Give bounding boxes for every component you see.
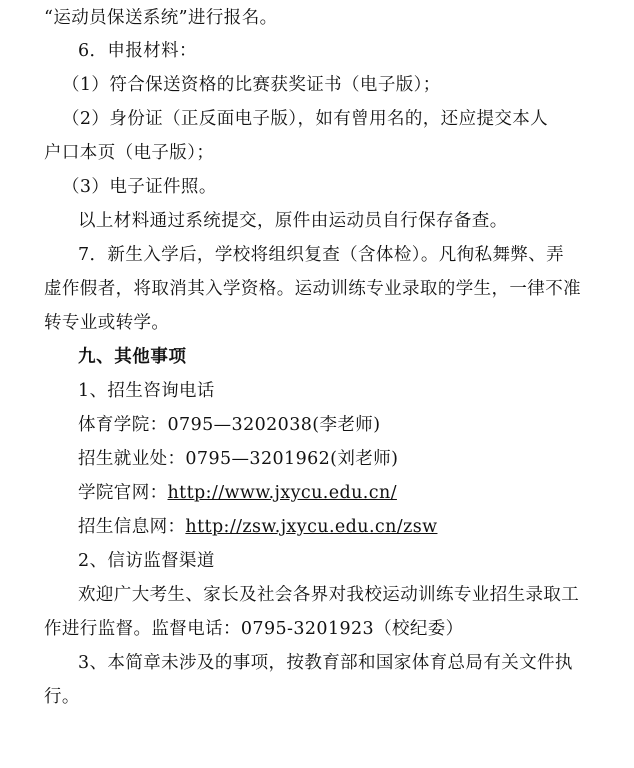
website-label: 学院官网： xyxy=(78,483,168,503)
text-line: （1）符合保送资格的比赛获奖证书（电子版）； xyxy=(62,75,441,95)
text-line: 转专业或转学。 xyxy=(44,313,170,333)
text-line: “运动员保送系统”进行报名。 xyxy=(44,8,278,28)
text-line: 虚作假者，将取消其入学资格。运动训练专业录取的学生，一律不准 xyxy=(44,279,581,299)
subsection-heading-3: 3、本简章未涉及的事项，按教育部和国家体育总局有关文件执 xyxy=(78,653,573,673)
text-line: （3）电子证件照。 xyxy=(62,177,217,197)
admissions-website-link[interactable]: http://zsw.jxycu.edu.cn/zsw xyxy=(185,517,438,537)
text-line: 作进行监督。监督电话：0795-3201923（校纪委） xyxy=(44,619,464,639)
text-line: 欢迎广大考生、家长及社会各界对我校运动训练专业招生录取工 xyxy=(78,585,580,605)
subsection-heading-2: 2、信访监督渠道 xyxy=(78,551,215,571)
section-heading-7: 7．新生入学后，学校将组织复查（含体检）。凡徇私舞弊、弄 xyxy=(78,245,565,265)
admissions-site-label: 招生信息网： xyxy=(78,517,186,537)
text-line: 行。 xyxy=(44,687,80,707)
phone-line-admissions: 招生就业处：0795—3201962(刘老师) xyxy=(78,449,399,469)
section-title-9: 九、其他事项 xyxy=(78,347,187,367)
college-website-link[interactable]: http://www.jxycu.edu.cn/ xyxy=(167,483,397,503)
website-line xyxy=(78,481,397,505)
phone-line-sports-college: 体育学院：0795—3202038(李老师) xyxy=(78,415,381,435)
subsection-heading-1: 1、招生咨询电话 xyxy=(78,381,215,401)
admissions-site-line xyxy=(78,515,437,539)
section-heading-6: 6．申报材料： xyxy=(78,41,197,61)
text-line: （2）身份证（正反面电子版），如有曾用名的，还应提交本人 xyxy=(62,109,549,129)
text-line: 以上材料通过系统提交，原件由运动员自行保存备查。 xyxy=(78,211,508,231)
text-line: 户口本页（电子版）； xyxy=(44,143,215,163)
